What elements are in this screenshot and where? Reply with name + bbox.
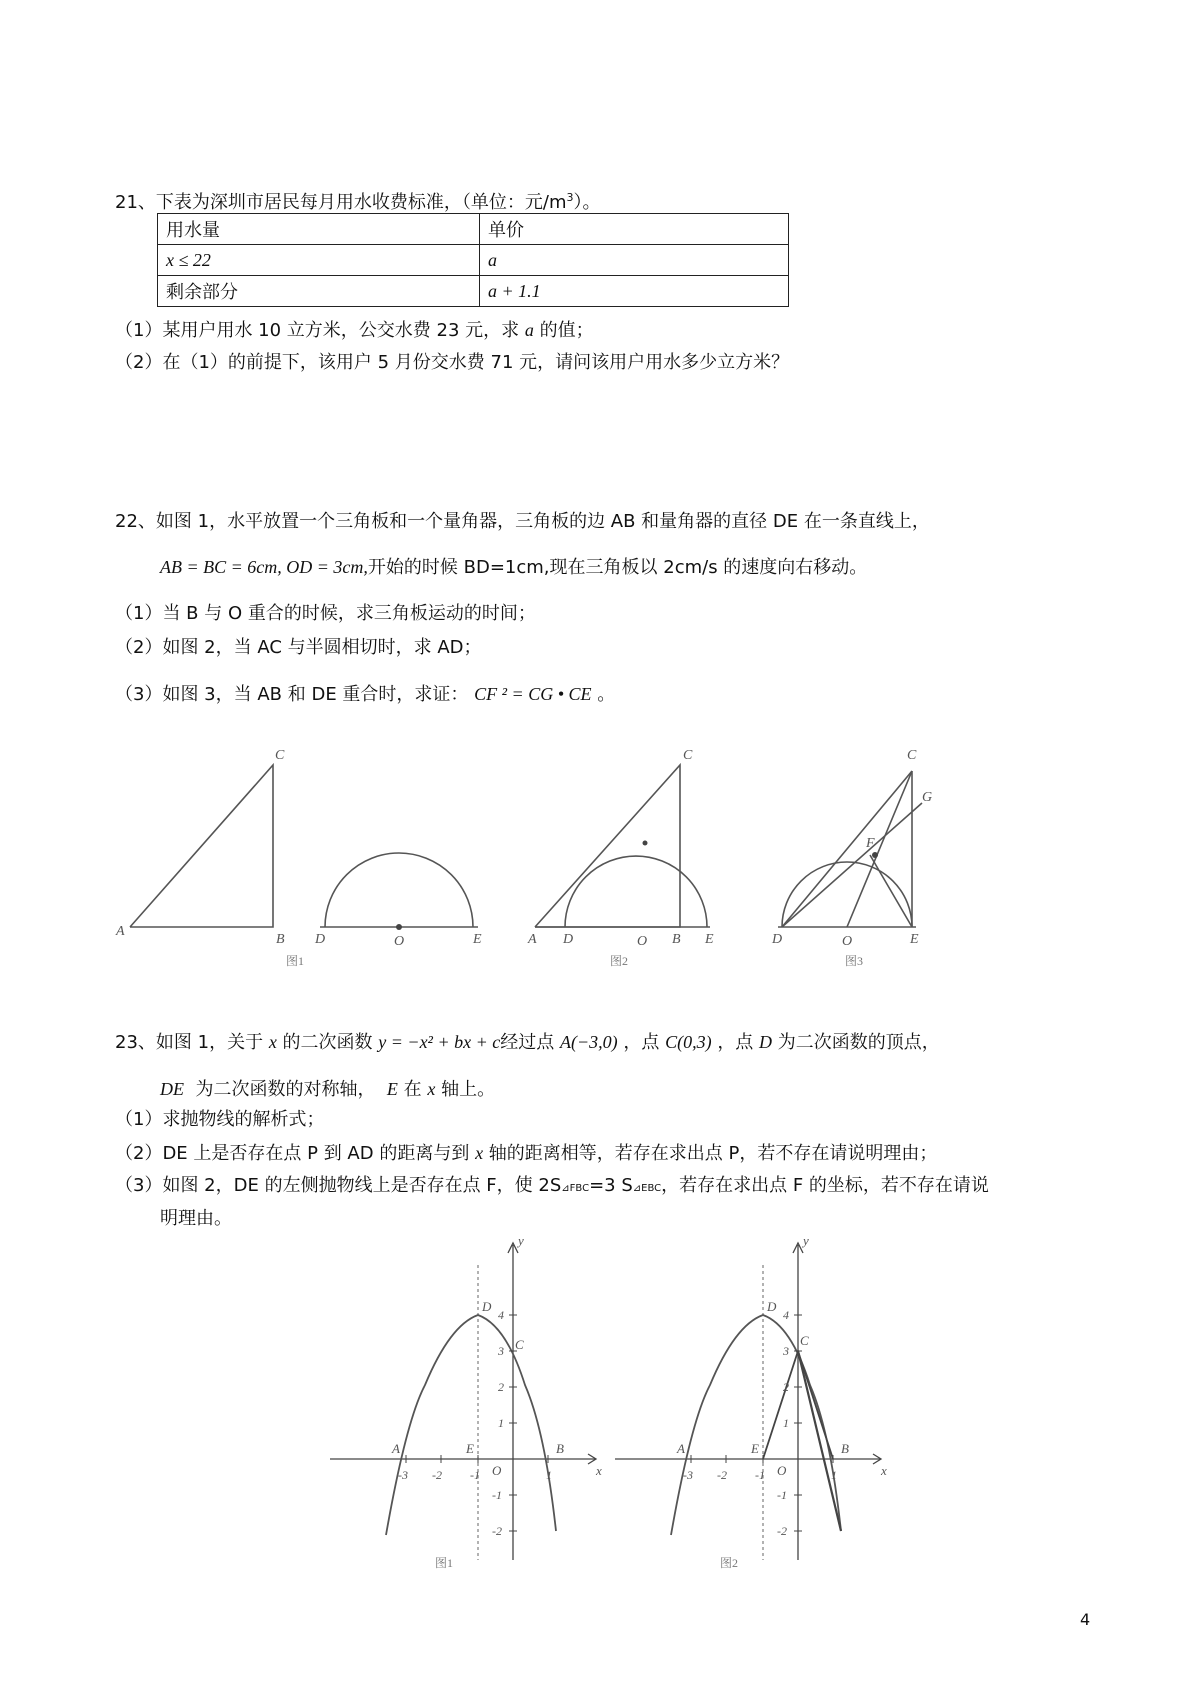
svg-text:C: C bbox=[800, 1333, 809, 1348]
svg-text:-1: -1 bbox=[755, 1468, 765, 1482]
parabola-fig1 bbox=[330, 1235, 602, 1570]
svg-text:-1: -1 bbox=[777, 1488, 787, 1502]
svg-text:A: A bbox=[677, 1441, 685, 1456]
svg-text:y: y bbox=[803, 1235, 809, 1248]
q22-part2: （2）如图 2，当 AC 与半圆相切时，求 AD； bbox=[115, 637, 482, 658]
svg-text:O: O bbox=[777, 1463, 787, 1478]
center-dot bbox=[396, 924, 402, 930]
svg-text:A: A bbox=[392, 1441, 400, 1456]
q22-line2: AB = BC = 6cm, OD = 3cm,开始的时候 BD=1cm,现在三角板以 2cm/s 的速度向右移动。 bbox=[160, 557, 868, 578]
line-oc bbox=[847, 771, 912, 927]
caption-fig1: 图1 bbox=[286, 954, 305, 968]
svg-text:D: D bbox=[482, 1299, 492, 1314]
table-cell: a bbox=[480, 245, 789, 276]
svg-text:D: D bbox=[772, 932, 783, 947]
label-d: D bbox=[315, 932, 326, 947]
table-cell: x ≤ 22 bbox=[158, 245, 480, 276]
q21-part1: （1）某用户用水 10 立方米，公交水费 23 元，求 a 的值； bbox=[115, 320, 594, 341]
q23-line2: DE 为二次函数的对称轴， E 在 x 轴上。 bbox=[160, 1079, 496, 1100]
svg-text:1: 1 bbox=[783, 1416, 789, 1430]
q21-part2: （2）在（1）的前提下，该用户 5 月份交水费 71 元，请问该用户用水多少立方米？ bbox=[115, 352, 790, 373]
x-tick-label: -3 bbox=[398, 1468, 408, 1482]
q23-part3: （3）如图 2，DE 的左侧抛物线上是否存在点 F，使 2S⊿FBC=3 S⊿EBC，若存在求出点 F 的坐标，若不存在请说 bbox=[115, 1175, 989, 1196]
svg-text:1: 1 bbox=[831, 1468, 837, 1482]
svg-text:O: O bbox=[842, 934, 853, 949]
svg-text:E: E bbox=[910, 932, 919, 947]
protractor-semicircle bbox=[325, 853, 473, 927]
q23-part1: （1）求抛物线的解析式； bbox=[115, 1109, 325, 1130]
y-tick-label: 4 bbox=[498, 1308, 504, 1322]
q22-part3: （3）如图 3，当 AB 和 DE 重合时，求证： CF ² = CG • CE 。 bbox=[115, 684, 616, 705]
svg-text:图2: 图2 bbox=[720, 1556, 739, 1570]
label-e: E bbox=[473, 932, 482, 947]
water-fee-table bbox=[157, 213, 789, 307]
y-tick-label: 1 bbox=[498, 1416, 504, 1430]
y-tick-label: -1 bbox=[492, 1488, 502, 1502]
table-row bbox=[158, 276, 789, 307]
svg-text:2: 2 bbox=[783, 1380, 789, 1394]
triangle-abc-fig2 bbox=[535, 765, 680, 927]
svg-text:-3: -3 bbox=[683, 1468, 693, 1482]
svg-text:E: E bbox=[705, 932, 714, 947]
svg-text:图1: 图1 bbox=[435, 1556, 454, 1570]
svg-text:D: D bbox=[563, 932, 574, 947]
label-b: B bbox=[276, 932, 285, 947]
svg-text:-2: -2 bbox=[777, 1524, 787, 1538]
q22-part1: （1）当 B 与 O 重合的时候，求三角板运动的时间； bbox=[115, 603, 536, 624]
parabola-fig2 bbox=[615, 1235, 887, 1570]
semicircle-fig2 bbox=[565, 856, 707, 927]
q23-part3-cont: 明理由。 bbox=[160, 1208, 232, 1229]
q23-line1: 23、如图 1，关于 x 的二次函数 y = −x² + bx + c经过点 A(−3,0) ，点 C(0,3) ，点 D 为二次函数的顶点， bbox=[115, 1032, 940, 1053]
svg-text:3: 3 bbox=[783, 1344, 789, 1358]
svg-text:4: 4 bbox=[783, 1308, 789, 1322]
table-cell: 用水量 bbox=[158, 214, 480, 245]
svg-text:x: x bbox=[881, 1463, 887, 1478]
svg-text:O: O bbox=[492, 1463, 502, 1478]
svg-text:-2: -2 bbox=[717, 1468, 727, 1482]
svg-text:O: O bbox=[637, 934, 648, 949]
table-row bbox=[158, 214, 789, 245]
label-o: O bbox=[394, 934, 405, 949]
svg-text:E: E bbox=[751, 1441, 759, 1456]
x-axis-label: x bbox=[596, 1463, 602, 1478]
svg-text:A: A bbox=[528, 932, 537, 947]
table-cell: a + 1.1 bbox=[480, 276, 789, 307]
x-tick-label: 1 bbox=[546, 1468, 552, 1482]
svg-text:C: C bbox=[683, 748, 693, 763]
table-row bbox=[158, 245, 789, 276]
page-number: 4 bbox=[1080, 1610, 1091, 1629]
y-axis-label: y bbox=[518, 1235, 524, 1248]
q21-title: 21、下表为深圳市居民每月用水收费标准，（单位：元$/m^3$）。 bbox=[115, 191, 601, 213]
caption-fig2: 图2 bbox=[610, 954, 629, 968]
label-a: A bbox=[116, 924, 125, 939]
q22-figures bbox=[110, 745, 1110, 970]
y-tick-label: 3 bbox=[498, 1344, 504, 1358]
y-tick-label: -2 bbox=[492, 1524, 502, 1538]
x-tick-label: -1 bbox=[470, 1468, 480, 1482]
label-c: C bbox=[275, 748, 285, 763]
caption-fig3: 图3 bbox=[845, 954, 864, 968]
svg-text:B: B bbox=[672, 932, 681, 947]
svg-text:E: E bbox=[466, 1441, 474, 1456]
line-ac bbox=[782, 771, 912, 927]
svg-text:D: D bbox=[767, 1299, 777, 1314]
q23-part2: （2）DE 上是否存在点 P 到 AD 的距离与到 x 轴的距离相等，若存在求出点 P，若不存在请说明理由； bbox=[115, 1143, 938, 1164]
svg-text:B: B bbox=[556, 1441, 564, 1456]
q22-line1: 22、如图 1，水平放置一个三角板和一个量角器，三角板的边 AB 和量角器的直径 DE 在一条直线上， bbox=[115, 511, 930, 532]
label-g: G bbox=[922, 790, 933, 805]
y-tick-label: 2 bbox=[498, 1380, 504, 1394]
svg-text:C: C bbox=[515, 1337, 524, 1352]
triangle-abc bbox=[130, 765, 273, 927]
table-cell: 单价 bbox=[480, 214, 789, 245]
svg-text:B: B bbox=[841, 1441, 849, 1456]
svg-text:C: C bbox=[907, 748, 917, 763]
q23-figures bbox=[320, 1235, 940, 1575]
label-f: F bbox=[866, 836, 875, 851]
table-cell: 剩余部分 bbox=[158, 276, 480, 307]
x-tick-label: -2 bbox=[432, 1468, 442, 1482]
